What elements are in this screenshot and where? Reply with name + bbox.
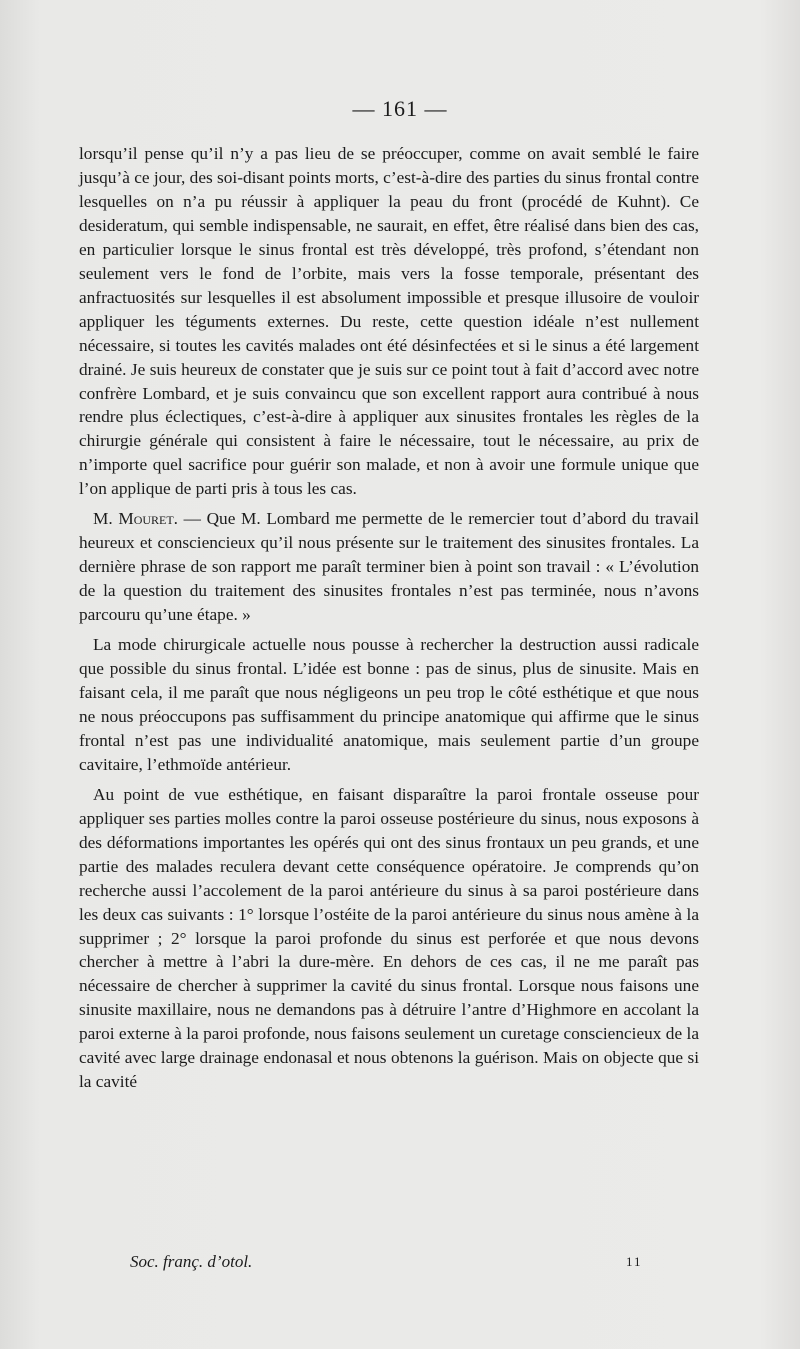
speaker-name: M. Mouret. —: [93, 509, 201, 529]
paragraph: La mode chirurgicale actuelle nous pousse à rechercher la destruction aussi radicale que possible du sinus frontal. L’idée est bonne : pas de sinus, plus de sinusite. Mais en faisant cela, il me paraît que nous négligeons un peu trop le côté esthétique et que nous ne nous préoccupons pas suffisamment du principe anatomique qui affirme que le sinus frontal n’est pas une individualité anatomique, mais seulement partie d’un groupe cavitaire, l’ethmoïde antérieur.: [79, 635, 699, 774]
paragraph-text: Que M. Lombard me permette de le remercier tout d’abord du travail heureux et consciencieux qu’il nous présente sur le traitement des sinusites frontales. La dernière phrase de son rapport me paraît terminer bien à point son travail : « L’évolution de la question du traitement des sinusites frontales n’est pas terminée, nous n’avons parcouru qu’une étape. »: [79, 509, 699, 625]
page-footer: [130, 1252, 650, 1272]
body-text: [79, 142, 699, 1094]
paragraph-speaker: [79, 507, 699, 627]
journal-title: Soc. franç. d’otol.: [130, 1252, 253, 1271]
paragraph: Au point de vue esthétique, en faisant disparaître la paroi frontale osseuse pour appliquer ses parties molles contre la paroi osseuse postérieure du sinus, nous exposons à des déformations importantes les opérés qui ont des sinus frontaux un peu grands, et une partie des malades reculera devant cette conséquence opératoire. Je comprends qu’on recherche aussi l’accolement de la paroi antérieure du sinus à sa paroi postérieure dans les deux cas suivants : 1° lorsque l’ostéite de la paroi antérieure du sinus nous amène à la supprimer ; 2° lorsque la paroi profonde du sinus est perforée et que nous devons chercher à mettre à l’abri la dure-mère. En dehors de ces cas, il ne me paraît pas nécessaire de chercher à supprimer la cavité du sinus frontal. Lorsque nous faisons une sinusite maxillaire, nous ne demandons pas à détruire l’antre d’Highmore en accolant la paroi externe à la paroi profonde, nous faisons seulement un curetage consciencieux de la cavité avec large drainage endonasal et nous obtenons la guérison. Mais on objecte que si la cavité: [79, 784, 699, 1092]
paragraph: lorsqu’il pense qu’il n’y a pas lieu de se préoccuper, comme on avait semblé le faire jusqu’à ce jour, des soi-disant points morts, c’est-à-dire des parties du sinus frontal contre lesquelles on n’a pu réussir à appliquer la peau du front (procédé de Kuhnt). Ce desideratum, qui semble indispensable, ne saurait, en effet, être réalisé dans bien des cas, en particulier lorsque le sinus frontal est très développé, très profond, s’étendant non seulement vers le fond de l’orbite, mais vers la fosse temporale, présentant des anfractuosités sur lesquelles il est absolument impossible et presque illusoire de vouloir appliquer les téguments externes. Du reste, cette question idéale n’est nullement nécessaire, si toutes les cavités malades ont été désinfectées et si le sinus a été largement drainé. Je suis heureux de constater que je suis sur ce point tout à fait d’accord avec notre confrère Lombard, et je suis convaincu que son excellent rapport aura contribué à nous rendre plus éclectiques, c’est-à-dire à appliquer aux sinusites frontales les règles de la chirurgie générale qui consistent à faire le nécessaire, tout le nécessaire, au prix de n’importe quel sacrifice pour guérir son malade, et non à avoir une formule unique que l’on applique de parti pris à tous les cas.: [79, 144, 699, 499]
signature-mark: 11: [626, 1254, 643, 1269]
page-number: — 161 —: [352, 96, 448, 121]
